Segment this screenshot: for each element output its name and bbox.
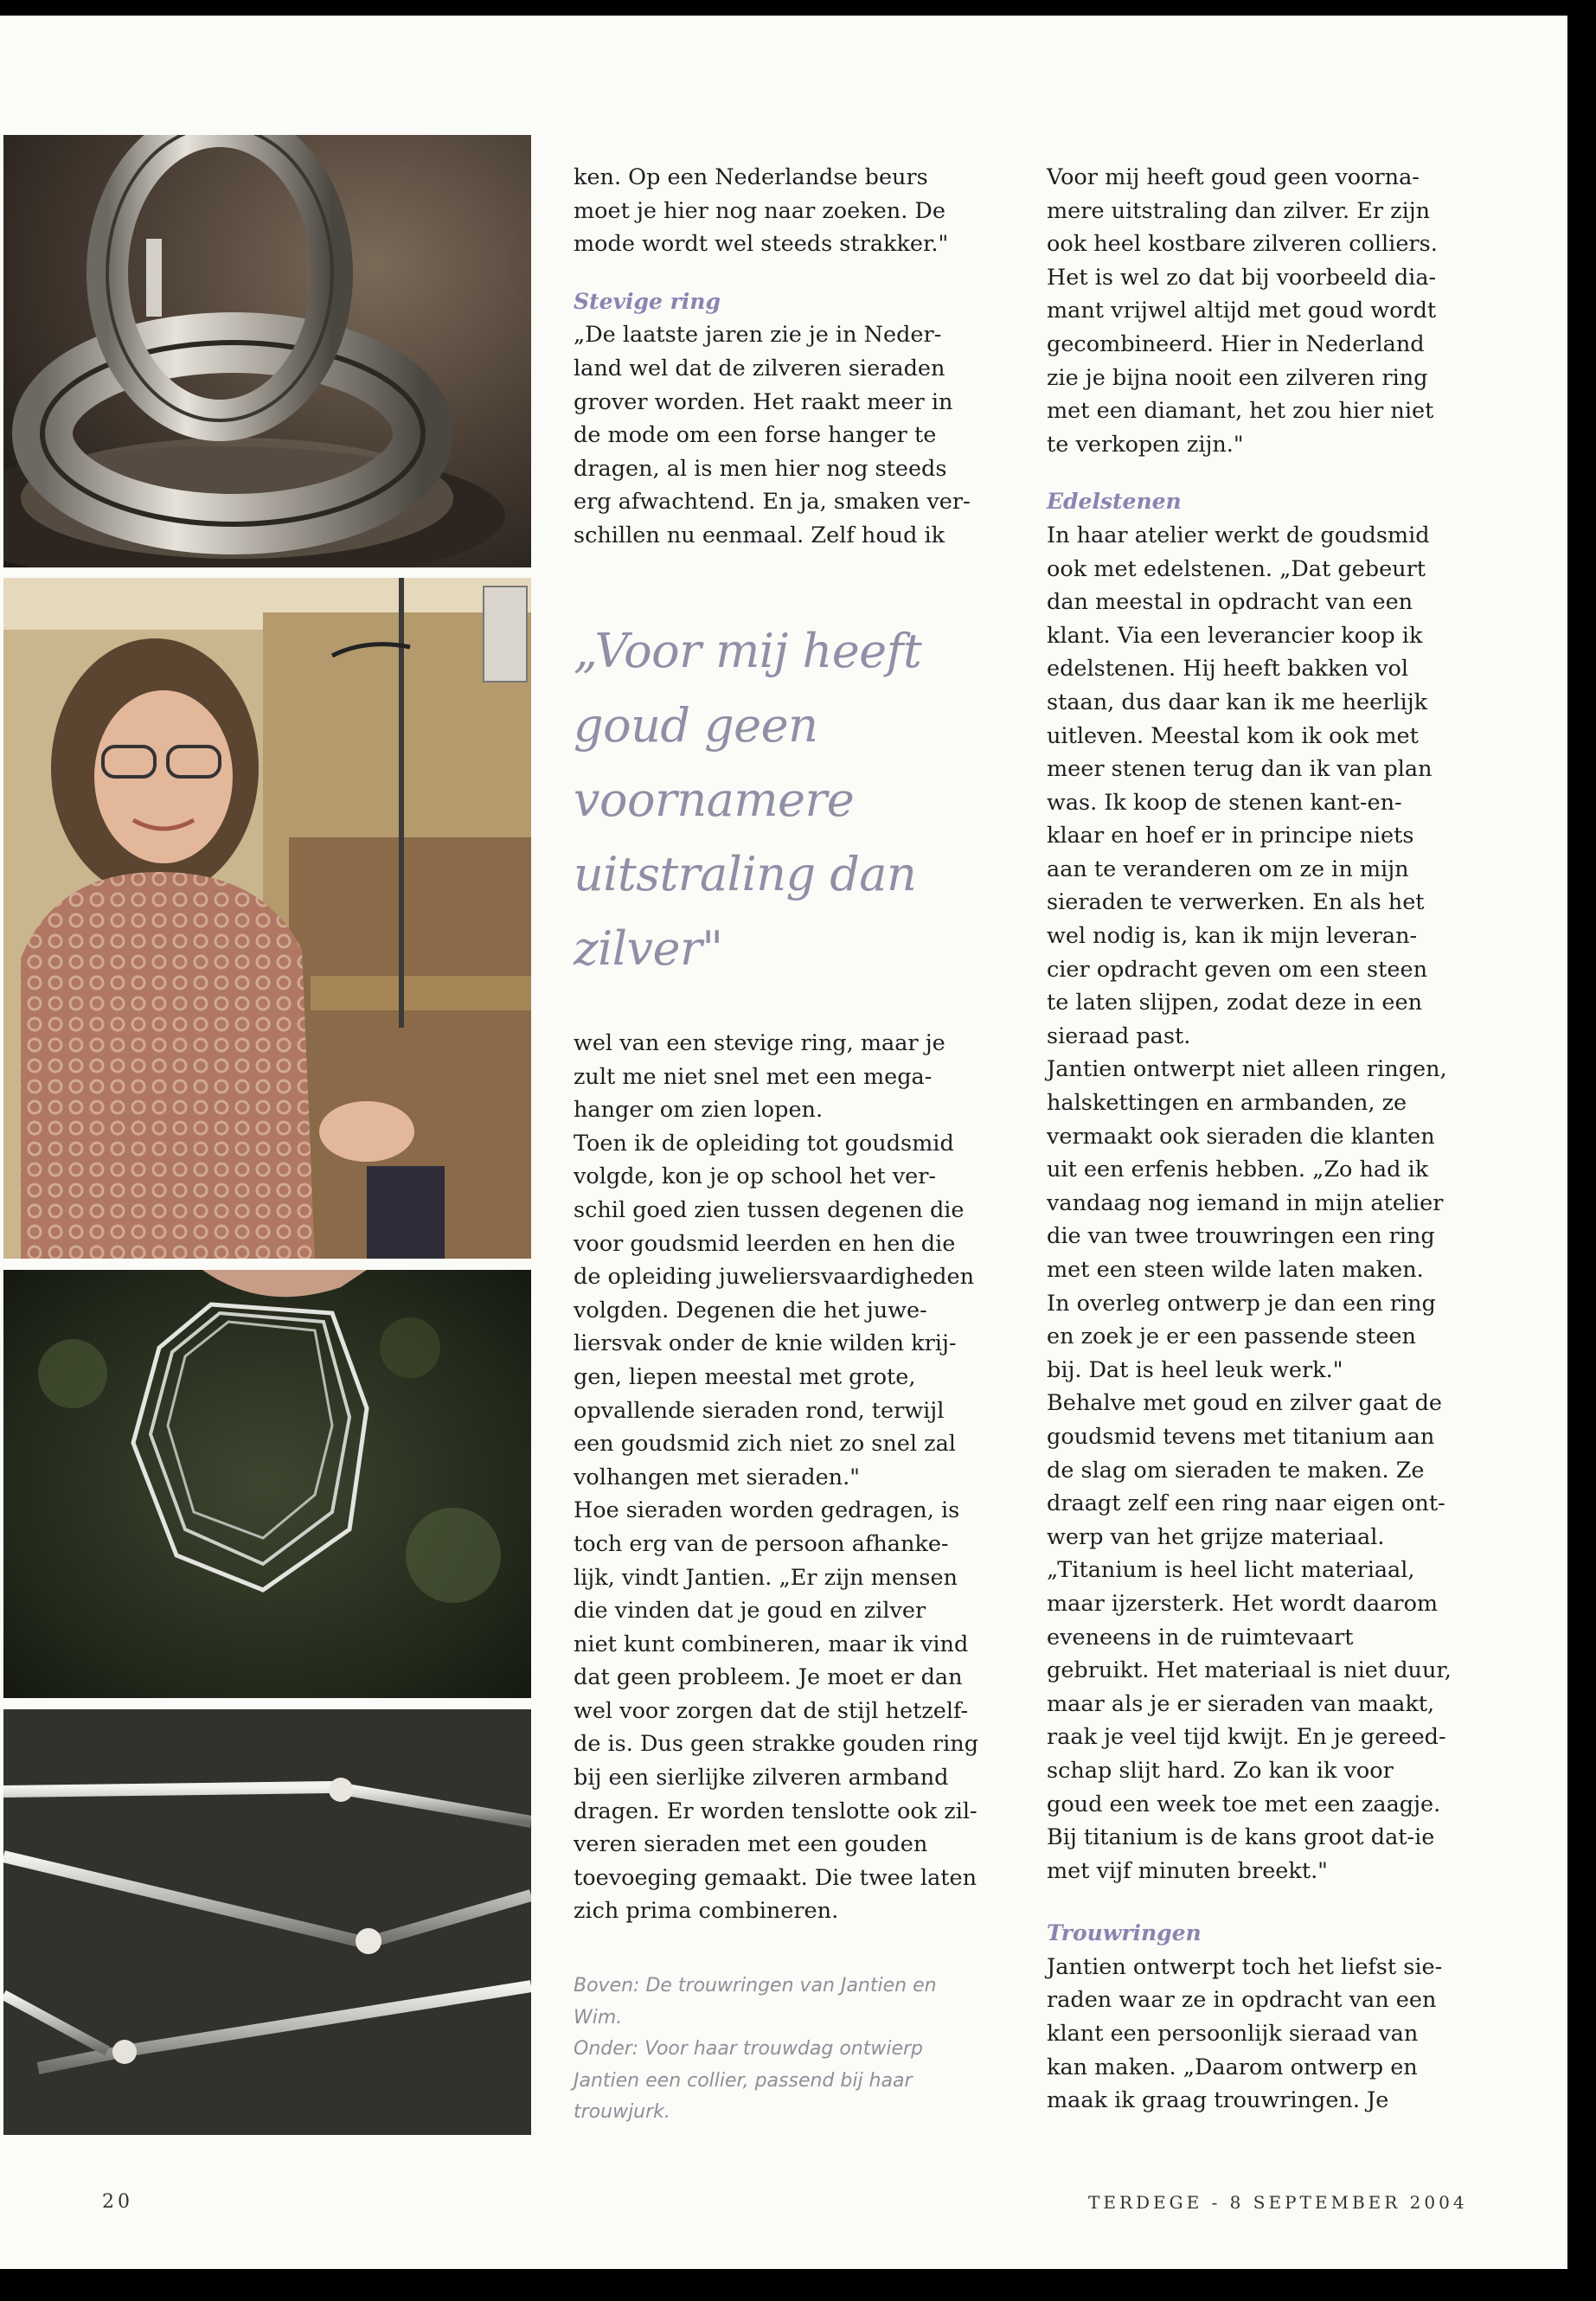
- goldsmith-portrait-photo: [3, 578, 531, 1259]
- collier-detail-photo: [3, 1709, 531, 2135]
- heading-stevige-ring: Stevige ring: [574, 288, 721, 314]
- heading-edelstenen: Edelstenen: [1047, 489, 1182, 515]
- magazine-page: [0, 16, 1567, 2269]
- text-column-1: [574, 161, 1006, 553]
- paragraph-edelstenen: In haar atelier werkt de goudsmid ook met edelstenen. „Dat gebeurt dan meestal in opdracht van een klant. Via een leverancier koop ik edelstenen. Hij heeft bakken vol staan, dus daar kan ik me heerlijk uitleven. Meestal kom ik ook met meer stenen terug dan ik van plan was. Ik koop de stenen kant-en- klaar en hoef er in principe niets aan te veranderen om ze in mijn sieraden te verwerken. En als het wel nodig is, kan ik mijn leveran- cier opdracht geven om een steen te laten slijpen, zodat deze in een sieraad past. Jantien ontwerpt niet alleen ringen, halskettingen en armbanden, ze vermaakt ook sieraden die klanten uit een erfenis hebben. „Zo had ik vandaag nog iemand in mijn atelier die van twee trouwringen een ring met een steen wilde laten maken. In overleg ontwerp je dan een ring en zoek je er een passende steen bij. Dat is heel leuk werk." Behalve met goud en zilver gaat de goudsmid tevens met titanium aan de slag om sieraden te maken. Ze draagt zelf een ring naar eigen ont- werp van het grijze materiaal. „Titanium is heel licht materiaal, maar ijzersterk. Het wordt daarom eveneens in de ruimtevaart gebruikt. Het materiaal is niet duur, maar als je er sieraden van maakt, raak je veel tijd kwijt. En je gereed- schap slijt hard. Zo kan ik voor goud een week toe met een zaagje. Bij titanium is de kans groot dat-ie met vijf minuten breekt.": [1047, 522, 1452, 1884]
- photo-caption: [574, 1971, 989, 2129]
- text-column-2: [1047, 161, 1479, 2118]
- publication-footer: TERDEGE - 8 SEPTEMBER 2004: [1088, 2192, 1468, 2213]
- paragraph-stevige-ring: „De laatste jaren zie je in Neder- land wel dat de zilveren sieraden grover worden. Het raakt meer in de mode om een forse hanger te dragen, al is men hier nog steeds erg afwachtend. En ja, smaken ver- schillen nu eenmaal. Zelf houd ik: [574, 322, 971, 548]
- wedding-rings-photo: [3, 135, 531, 567]
- paragraph-trouwringen: Jantien ontwerpt toch het liefst sie- raden waar ze in opdracht van een klant een persoonlijk sieraad van kan maken. „Daarom ontwerp en maak ik graag trouwringen. Je: [1047, 1953, 1443, 2114]
- caption-bottom: Onder: Voor haar trouwdag ontwierp Jantien een collier, passend bij haar trouwjurk.: [574, 2038, 924, 2123]
- pull-quote: „Voor mij heeft goud geen voornamere uitstraling dan zilver": [574, 624, 922, 976]
- page-number: 20: [102, 2191, 133, 2213]
- caption-top: Boven: De trouwringen van Jantien en Wim.: [574, 1975, 937, 2029]
- text-column-1-continued: [574, 1027, 1006, 1928]
- paragraph-continued: wel van een stevige ring, maar je zult me niet snel met een mega- hanger om zien lopen. Toen ik de opleiding tot goudsmid volgde, kon je op school het ver- schil goed zien tussen degenen die voor goudsmid leerden en hen die de opleiding juweliersvaardigheden volgden. Degenen die het juwe- liersvak onder de knie wilden krij- gen, liepen meestal met grote, opvallende sieraden rond, terwijl een goudsmid zich niet zo snel zal volhangen met sieraden." Hoe sieraden worden gedragen, is toch erg van de persoon afhanke- lijk, vindt Jantien. „Er zijn mensen die vinden dat je goud en zilver niet kunt combineren, maar ik vind dat geen probleem. Je moet er dan wel voor zorgen dat de stijl hetzelf- de is. Dus geen strakke gouden ring bij een sierlijke zilveren armband dragen. Er worden tenslotte ook zil- veren sieraden met een gouden toevoeging gemaakt. Die twee laten zich prima combineren.: [574, 1030, 979, 1925]
- paragraph-intro-2: Voor mij heeft goud geen voorna- mere uitstraling dan zilver. Er zijn ook heel kostbare zilveren colliers. Het is wel zo dat bij voorbeeld dia- mant vrijwel altijd met goud wordt gecombineerd. Hier in Nederland zie je bijna nooit een zilveren ring met een diamant, het zou hier niet te verkopen zijn.": [1047, 164, 1438, 458]
- collier-hand-photo: [3, 1270, 531, 1698]
- paragraph-intro: ken. Op een Nederlandse beurs moet je hier nog naar zoeken. De mode wordt wel steeds strakker.": [574, 164, 949, 258]
- heading-trouwringen: Trouwringen: [1047, 1920, 1202, 1946]
